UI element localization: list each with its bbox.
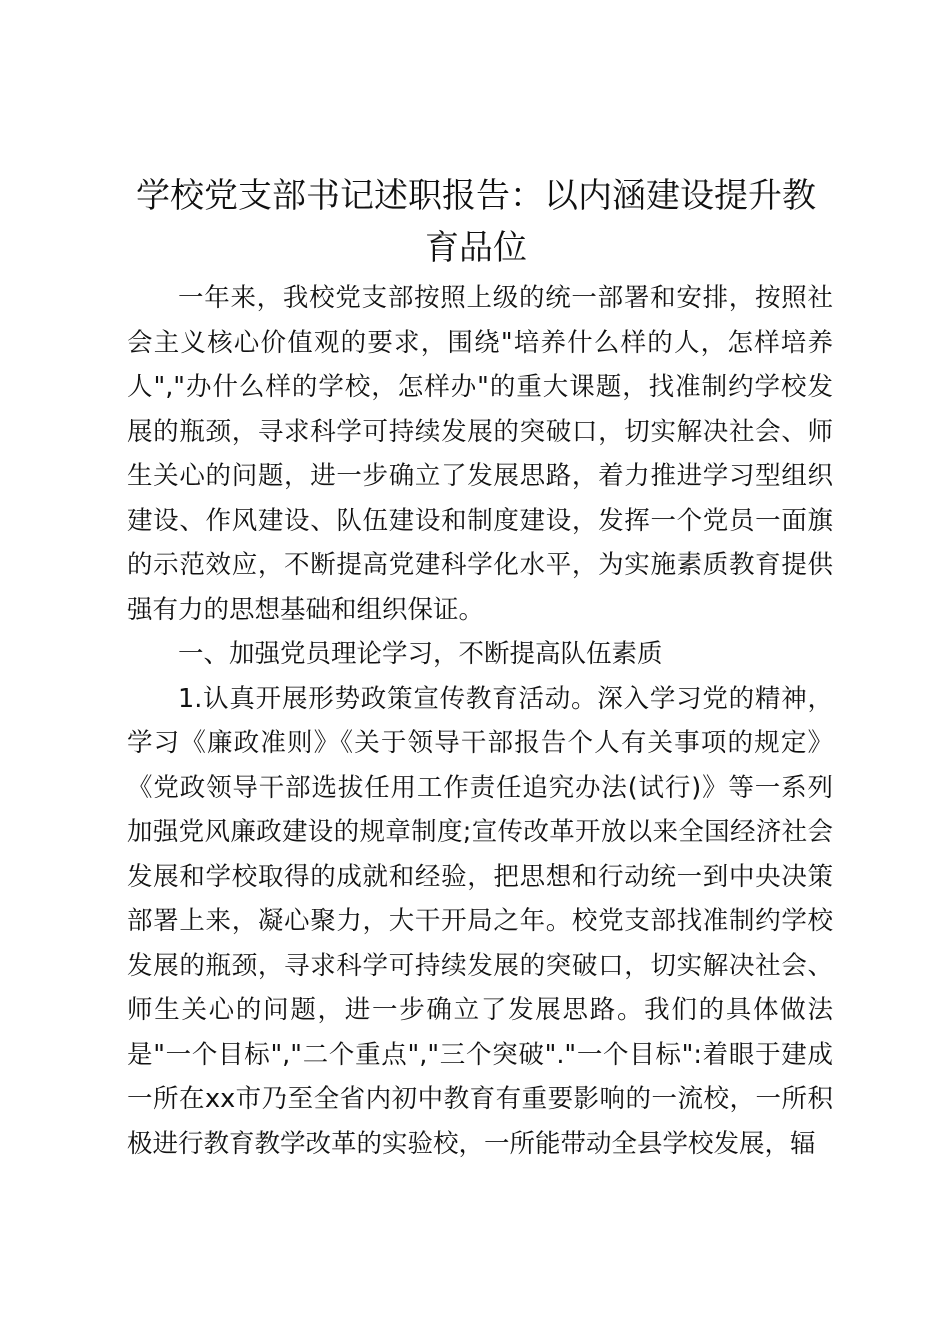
section-heading: 一、加强党员理论学习，不断提高队伍素质: [178, 639, 663, 669]
intro-paragraph: 一年来，我校党支部按照上级的统一部署和安排，按照社会主义核心价值观的要求，围绕"培养什么样的人，怎样培养人","办什么样的学校，怎样办"的重大课题，找准制约学校发展的瓶颈，寻求科学可持续发展的突破口，切实解决社会、师生关心的问题，进一步确立了发展思路，着力推进学习型组织建设、作风建设、队伍建设和制度建设，发挥一个党员一面旗的示范效应，不断提高党建科学化水平，为实施素质教育提供强有力的思想基础和组织保证。: [127, 283, 833, 625]
document-body: [127, 276, 833, 1166]
document-title: 学校党支部书记述职报告：以内涵建设提升教育品位: [136, 176, 816, 268]
item-paragraph: 1.认真开展形势政策宣传教育活动。深入学习党的精神，学习《廉政准则》《关于领导干部报告个人有关事项的规定》《党政领导干部选拔任用工作责任追究办法(试行)》等一系列加强党风廉政建设的规章制度;宣传改革开放以来全国经济社会发展和学校取得的成就和经验，把思想和行动统一到中央决策部署上来，凝心聚力，大干开局之年。校党支部找准制约学校发展的瓶颈，寻求科学可持续发展的突破口，切实解决社会、师生关心的问题，进一步确立了发展思路。我们的具体做法是"一个目标","二个重点","三个突破"."一个目标":着眼于建成一所在xx市乃至全省内初中教育有重要影响的一流校，一所积极进行教育教学改革的实验校，一所能带动全县学校发展，辐: [127, 683, 833, 1159]
